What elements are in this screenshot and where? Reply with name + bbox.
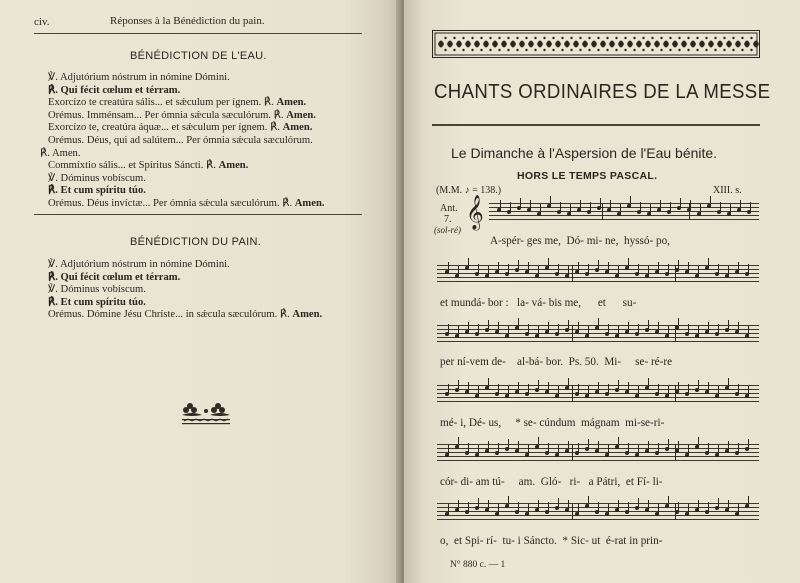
text-line-body: Orémus. Déus, qui ad salútem... Per ómnia sǽcula sæculórum.: [48, 135, 313, 146]
staff: [437, 325, 759, 343]
amen-response: Amen.: [218, 160, 249, 172]
text-line-body: ℣. Dóminus vobíscum.: [48, 284, 146, 296]
antiphon-label: Ant.: [440, 203, 458, 214]
text-line: [48, 84, 180, 97]
amen-response: Amen.: [294, 198, 325, 209]
century-label: XIII. s.: [713, 185, 742, 196]
text-line: [48, 283, 146, 296]
page-footer: N° 880 c. — 1: [450, 560, 506, 570]
text-line-body: ℟. Qui fécit cœlum et térram.: [48, 271, 181, 283]
page-number: civ.: [34, 16, 50, 28]
header-rule: [34, 33, 362, 34]
treble-clef-icon: 𝄞: [466, 196, 484, 229]
fleuron-ornament-icon: [178, 398, 234, 428]
lyric-line: A-spér- ges me, Dó- mi- ne, hyssó- po,: [490, 235, 670, 247]
text-line: [48, 258, 230, 271]
staff: [437, 385, 759, 403]
text-line: [48, 121, 312, 134]
text-line-body: ℣. Adjutórium nóstrum in nómine Dómini.: [48, 259, 230, 270]
text-line: [48, 271, 180, 284]
text-line: [48, 109, 316, 122]
lyric-line: o, et Spi- rí- tu- i Sáncto. * Sic- ut é-rat in prin-: [440, 535, 663, 547]
lyric-line: per ní-vem de- al-bá- bor. Ps. 50. Mi- se- ré-re: [440, 356, 673, 368]
page-title: CHANTS ORDINAIRES DE LA MESSE: [434, 81, 771, 103]
text-line: [48, 71, 230, 84]
text-line-body: Exorcízo te creatúra sális... et sǽculum per ígnem. ℟.: [48, 97, 274, 109]
text-line-body: Orémus. Imménsam... Per ómnia sǽcula sæculórum. ℟.: [48, 109, 284, 121]
section-title-bread: BÉNÉDICTION DU PAIN.: [130, 236, 262, 248]
amen-response: Amen.: [286, 109, 316, 121]
text-line: [48, 172, 146, 185]
staff: [437, 503, 759, 521]
text-line-body: ℟. Amen.: [40, 147, 81, 159]
text-line: [48, 184, 146, 197]
text-line-body: ℟. Et cum spíritu túo.: [48, 185, 146, 197]
title-rule: [432, 124, 760, 126]
text-line: [40, 147, 81, 160]
text-line: [48, 308, 322, 321]
text-line: [48, 159, 248, 172]
amen-response: Amen.: [282, 122, 313, 134]
text-line-body: Exorcízo te, creatúra áquæ... et sǽculum per ígnem. ℟.: [48, 122, 280, 134]
antiphon-mode: 7.: [444, 214, 452, 225]
staff: [437, 265, 759, 283]
antiphon-key: (sol-ré): [434, 225, 461, 235]
lyric-line: cór- di- am tú- am. Gló- ri- a Pátri, et Fí- li-: [440, 476, 663, 488]
text-line: [48, 134, 313, 147]
staff: [489, 203, 759, 221]
running-head: Réponses à la Bénédiction du pain.: [110, 15, 265, 27]
staff: [437, 444, 759, 462]
text-line: [48, 197, 324, 210]
text-line-body: ℟. Et cum spíritu túo.: [48, 296, 146, 308]
season-label: HORS LE TEMPS PASCAL.: [517, 170, 658, 182]
amen-response: Amen.: [276, 97, 307, 109]
text-line-body: ℣. Adjutórium nóstrum in nómine Dómini.: [48, 72, 230, 83]
lyric-line: et mundá- bor : la- vá- bis me, et su-: [440, 297, 637, 309]
text-line-body: Orémus. Dómine Jésu Chríste... in sǽcula sæculórum. ℟.: [48, 309, 290, 321]
text-line-body: ℟. Qui fécit cœlum et térram.: [48, 84, 181, 96]
amen-response: Amen.: [292, 309, 323, 321]
lyric-line: mé- i, Dé- us, * se- cúndum mágnam mi-se-ri-: [440, 417, 665, 429]
text-line-body: Orémus. Déus invíctæ... Per ómnia sǽcula sæculórum. ℟.: [48, 198, 293, 209]
text-line-body: Commíxtio sális... et Spíritus Sáncti. ℟.: [48, 160, 216, 172]
text-line-body: ℣. Dóminus vobíscum.: [48, 172, 146, 184]
text-line: [48, 96, 306, 109]
section-rule: [34, 214, 362, 215]
tempo-marking: (M.M. ♪ = 138.): [436, 185, 502, 196]
decorative-band-icon: [432, 30, 760, 58]
section-title-water: BÉNÉDICTION DE L'EAU.: [130, 50, 267, 62]
text-line: [48, 296, 146, 309]
chant-subtitle: Le Dimanche à l'Aspersion de l'Eau bénite.: [451, 145, 718, 161]
